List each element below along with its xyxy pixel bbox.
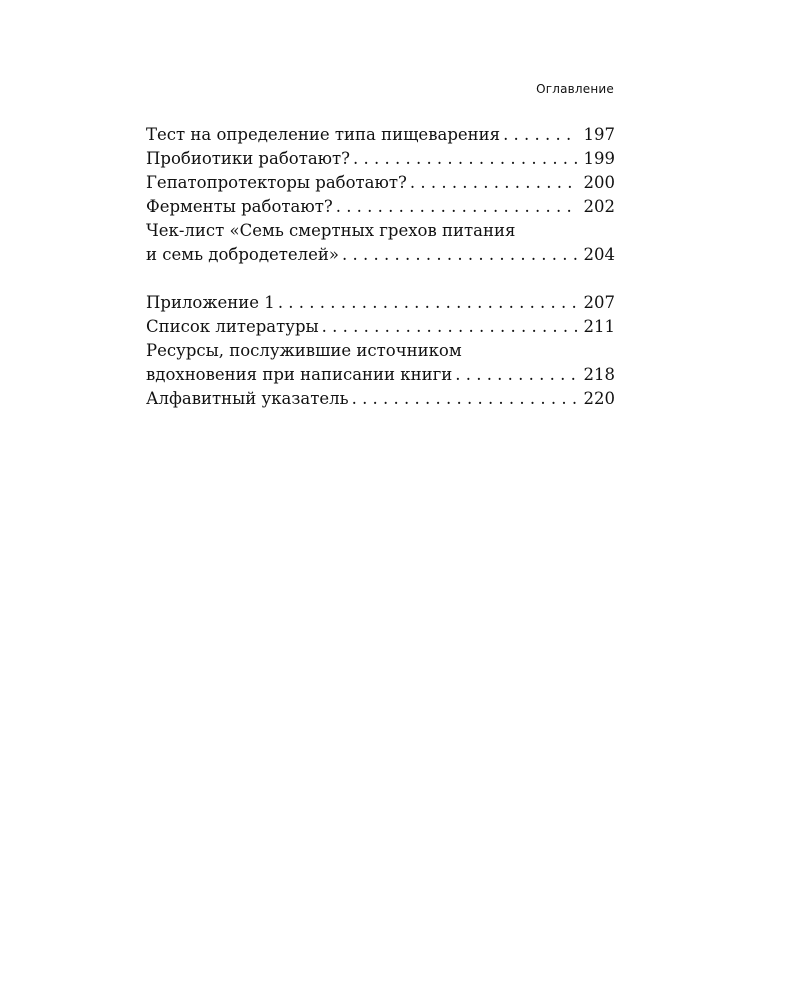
dot-leader <box>342 243 578 267</box>
dot-leader <box>352 387 578 411</box>
toc-entry-row <box>146 387 615 411</box>
toc-entry-title: Приложение 1 <box>146 293 275 312</box>
toc-entry-row <box>146 291 615 315</box>
toc-entry-title: Гепатопротекторы работают? <box>146 173 407 192</box>
table-of-contents <box>146 123 615 411</box>
toc-entry-title-line: Ресурсы, послужившие источником <box>146 341 462 360</box>
toc-entry-row <box>146 195 615 219</box>
toc-entry-title: Список литературы <box>146 317 319 336</box>
toc-entry <box>146 291 615 315</box>
toc-group <box>146 291 615 411</box>
toc-page-number: 200 <box>583 173 615 192</box>
toc-entry-row <box>146 123 615 147</box>
toc-entry-title: и семь добродетелей» <box>146 245 339 264</box>
toc-page-number: 199 <box>583 149 615 168</box>
toc-entry <box>146 195 615 219</box>
toc-entry-title: вдохновения при написании книги <box>146 365 453 384</box>
toc-entry-title: Ферменты работают? <box>146 197 333 216</box>
toc-group <box>146 123 615 267</box>
toc-page-number: 204 <box>583 245 615 264</box>
toc-entry <box>146 171 615 195</box>
toc-entry-row <box>146 171 615 195</box>
running-header: Оглавление <box>536 82 614 96</box>
dot-leader <box>353 147 577 171</box>
toc-page-number: 197 <box>583 125 615 144</box>
toc-page-number: 202 <box>583 197 615 216</box>
toc-entry <box>146 123 615 147</box>
dot-leader <box>455 363 577 387</box>
toc-entry <box>146 219 615 267</box>
toc-entry <box>146 147 615 171</box>
toc-entry <box>146 339 615 387</box>
toc-page-number: 211 <box>583 317 615 336</box>
dot-leader <box>336 195 578 219</box>
toc-entry-row <box>146 243 615 267</box>
toc-entry-title: Пробиотики работают? <box>146 149 351 168</box>
toc-entry-title: Алфавитный указатель <box>146 389 349 408</box>
toc-entry-title-line: Чек-лист «Семь смертных грехов питания <box>146 221 516 240</box>
toc-entry-row <box>146 363 615 387</box>
toc-entry <box>146 315 615 339</box>
toc-entry <box>146 387 615 411</box>
dot-leader <box>503 123 577 147</box>
dot-leader <box>322 315 578 339</box>
toc-page-number: 207 <box>583 293 615 312</box>
toc-entry-row <box>146 147 615 171</box>
toc-page-number: 218 <box>583 365 615 384</box>
toc-page-number: 220 <box>583 389 615 408</box>
dot-leader <box>410 171 578 195</box>
toc-entry-title: Тест на определение типа пищеварения <box>146 125 501 144</box>
dot-leader <box>278 291 578 315</box>
toc-entry-row <box>146 315 615 339</box>
